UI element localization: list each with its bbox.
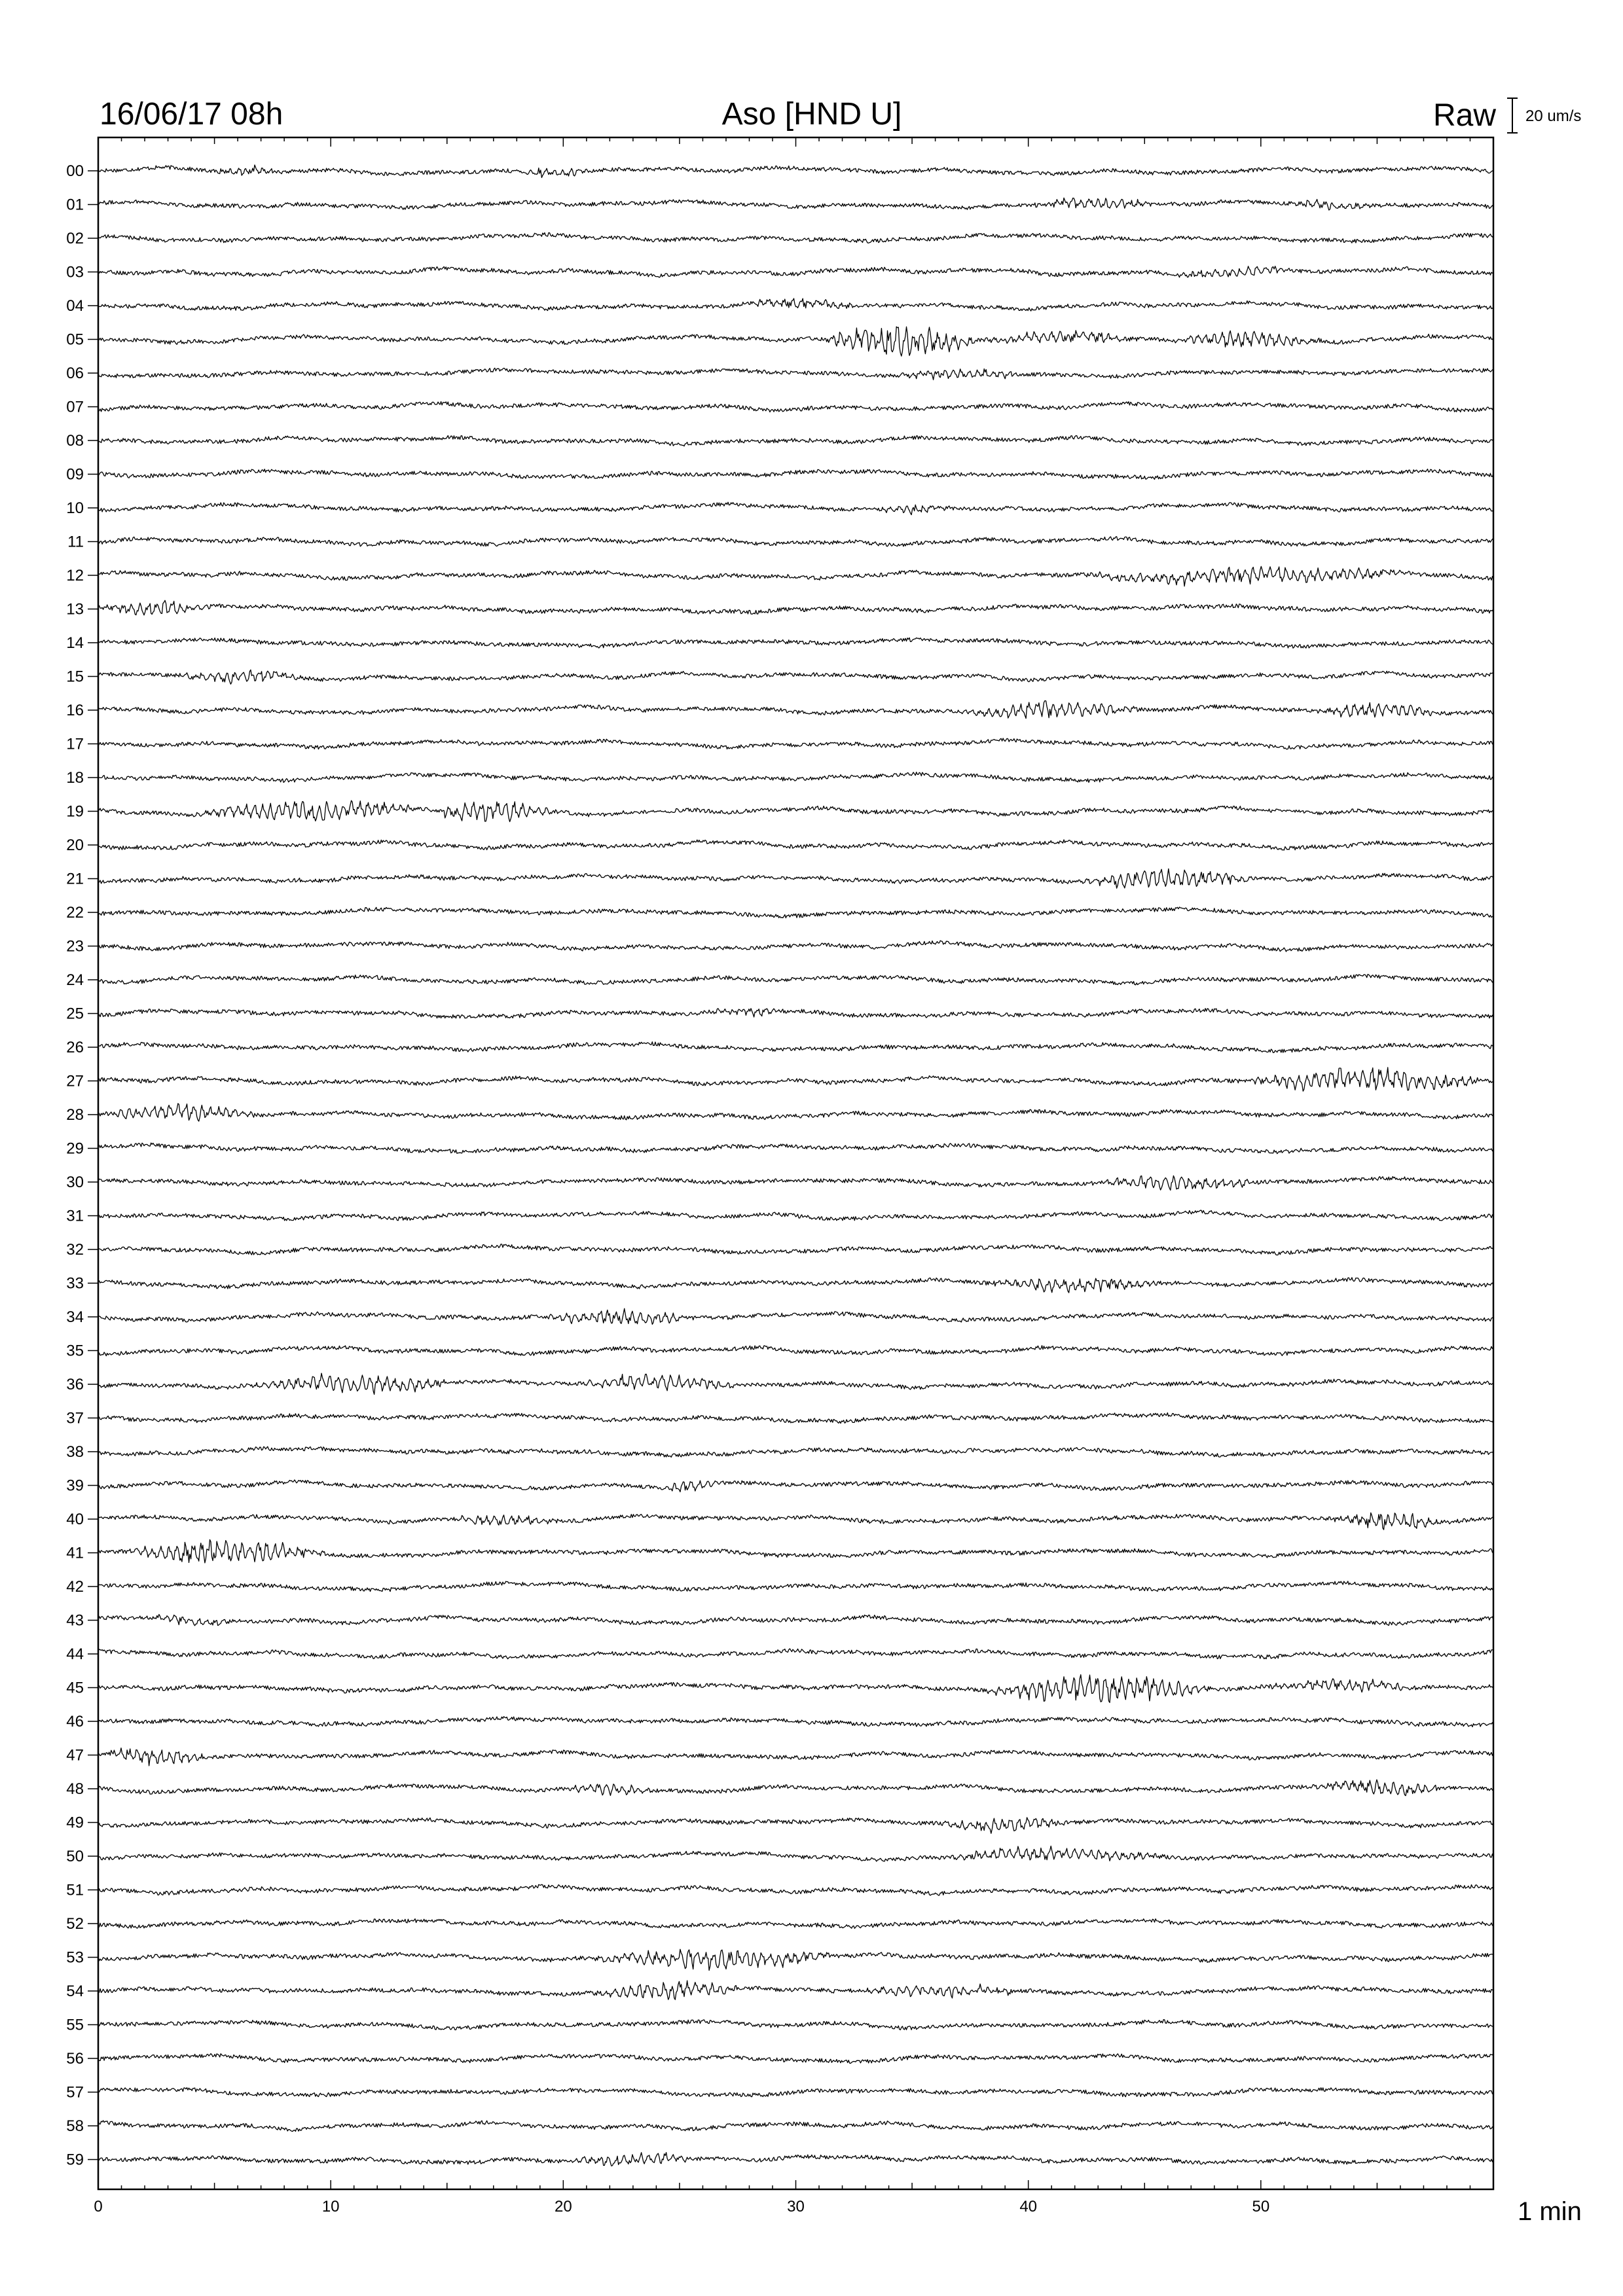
trace-line bbox=[98, 2121, 1493, 2132]
date-label: 16/06/17 08h bbox=[100, 97, 283, 132]
trace-line bbox=[98, 907, 1493, 918]
trace-line bbox=[98, 670, 1493, 684]
row-label: 43 bbox=[66, 1611, 84, 1630]
trace-line bbox=[98, 1919, 1493, 1929]
trace-line bbox=[98, 1818, 1493, 1833]
trace-line bbox=[98, 1846, 1493, 1861]
trace-line bbox=[98, 1649, 1493, 1659]
trace-line bbox=[98, 800, 1493, 821]
scale-bar-label: 20 um/s bbox=[1525, 107, 1582, 125]
row-label: 11 bbox=[67, 533, 84, 551]
row-label: 58 bbox=[66, 2117, 84, 2135]
trace-line bbox=[98, 2020, 1493, 2030]
x-tick-label: 10 bbox=[321, 2198, 340, 2215]
row-label: 21 bbox=[66, 870, 84, 888]
chart-title: Aso [HND U] bbox=[721, 97, 902, 132]
trace-line bbox=[98, 840, 1493, 850]
row-label: 00 bbox=[66, 162, 84, 180]
row-label: 05 bbox=[66, 331, 84, 349]
trace-line bbox=[98, 869, 1493, 888]
row-label: 24 bbox=[66, 971, 84, 989]
trace-line bbox=[98, 2088, 1493, 2097]
trace-line bbox=[98, 1067, 1493, 1091]
trace-line bbox=[98, 1480, 1493, 1492]
row-label: 04 bbox=[66, 297, 84, 315]
trace-line bbox=[98, 1244, 1493, 1255]
row-label: 14 bbox=[66, 634, 84, 652]
trace-line bbox=[98, 1949, 1493, 1970]
row-label: 39 bbox=[66, 1477, 84, 1495]
trace-line bbox=[98, 368, 1493, 380]
trace-line bbox=[98, 502, 1493, 514]
row-label: 49 bbox=[66, 1814, 84, 1832]
row-label: 59 bbox=[66, 2151, 84, 2169]
row-label: 18 bbox=[66, 769, 84, 787]
x-axis-unit-label: 1 min bbox=[1518, 2197, 1582, 2226]
row-label: 37 bbox=[66, 1409, 84, 1427]
row-label: 17 bbox=[66, 735, 84, 753]
row-label: 22 bbox=[66, 904, 84, 922]
row-label: 23 bbox=[66, 937, 84, 956]
row-label: 52 bbox=[66, 1915, 84, 1933]
trace-line bbox=[98, 1413, 1493, 1424]
mode-label: Raw bbox=[1432, 98, 1496, 133]
trace-line bbox=[98, 165, 1493, 177]
trace-line bbox=[98, 1539, 1493, 1563]
row-label: 51 bbox=[66, 1881, 84, 1899]
row-label: 53 bbox=[66, 1948, 84, 1967]
trace-line bbox=[98, 1717, 1493, 1727]
row-label: 30 bbox=[66, 1174, 84, 1191]
row-label: 48 bbox=[66, 1780, 84, 1798]
row-label: 54 bbox=[66, 1982, 84, 2000]
trace-line bbox=[98, 975, 1493, 985]
trace-line bbox=[98, 1373, 1493, 1394]
trace-line bbox=[98, 701, 1493, 719]
row-label: 19 bbox=[66, 802, 84, 821]
trace-line bbox=[98, 2153, 1493, 2166]
row-label: 25 bbox=[66, 1005, 84, 1023]
row-label: 01 bbox=[66, 196, 84, 214]
trace-line bbox=[98, 402, 1493, 412]
row-label: 32 bbox=[66, 1241, 84, 1259]
trace-line bbox=[98, 600, 1493, 615]
trace-line bbox=[98, 198, 1493, 210]
trace-line bbox=[98, 566, 1493, 586]
x-tick-label: 50 bbox=[1252, 2198, 1270, 2215]
row-label: 13 bbox=[66, 600, 84, 619]
trace-line bbox=[98, 1175, 1493, 1190]
row-label: 57 bbox=[66, 2083, 84, 2102]
row-label: 44 bbox=[66, 1645, 84, 1663]
row-label: 47 bbox=[66, 1746, 84, 1765]
row-label: 16 bbox=[66, 702, 84, 719]
trace-line bbox=[98, 1780, 1493, 1796]
row-label: 46 bbox=[66, 1713, 84, 1731]
row-label: 08 bbox=[66, 432, 84, 450]
trace-line bbox=[98, 436, 1493, 446]
trace-line bbox=[98, 298, 1493, 311]
trace-line bbox=[98, 266, 1493, 278]
trace-line bbox=[98, 738, 1493, 749]
row-label: 56 bbox=[66, 2050, 84, 2068]
trace-line bbox=[98, 1042, 1493, 1053]
row-label: 28 bbox=[66, 1106, 84, 1124]
trace-line bbox=[98, 941, 1493, 952]
trace-line bbox=[98, 1884, 1493, 1895]
row-label: 50 bbox=[66, 1848, 84, 1865]
x-tick-label: 40 bbox=[1019, 2198, 1038, 2215]
row-label: 33 bbox=[66, 1274, 84, 1293]
x-tick-label-group bbox=[94, 2198, 1269, 2215]
row-label: 03 bbox=[66, 263, 84, 281]
trace-line bbox=[98, 1513, 1493, 1530]
row-label: 06 bbox=[66, 365, 84, 382]
trace-line bbox=[98, 1675, 1493, 1703]
trace-line bbox=[98, 1210, 1493, 1221]
trace-line bbox=[98, 1143, 1493, 1154]
trace-line bbox=[98, 1308, 1493, 1324]
row-label: 27 bbox=[66, 1072, 84, 1090]
row-label: 31 bbox=[66, 1207, 84, 1225]
trace-line bbox=[98, 1615, 1493, 1626]
trace-group bbox=[98, 165, 1493, 2166]
trace-line bbox=[98, 537, 1493, 547]
row-label: 10 bbox=[66, 499, 84, 517]
row-label: 45 bbox=[66, 1679, 84, 1697]
row-label: 12 bbox=[66, 567, 84, 584]
trace-line bbox=[98, 2054, 1493, 2064]
x-tick-label: 20 bbox=[554, 2198, 572, 2215]
trace-line bbox=[98, 772, 1493, 783]
row-label: 42 bbox=[66, 1578, 84, 1596]
row-label-group bbox=[66, 162, 98, 2169]
trace-line bbox=[98, 1446, 1493, 1457]
trace-line bbox=[98, 469, 1493, 480]
row-label: 26 bbox=[66, 1039, 84, 1056]
trace-line bbox=[98, 1748, 1493, 1766]
row-label: 35 bbox=[66, 1342, 84, 1360]
trace-line bbox=[98, 637, 1493, 648]
plot-frame bbox=[98, 137, 1493, 2189]
row-label: 55 bbox=[66, 2016, 84, 2034]
row-label: 02 bbox=[66, 230, 84, 247]
trace-line bbox=[98, 233, 1493, 243]
row-label: 38 bbox=[66, 1443, 84, 1461]
row-label: 29 bbox=[66, 1139, 84, 1158]
trace-line bbox=[98, 1009, 1493, 1018]
row-label: 20 bbox=[66, 836, 84, 854]
row-label: 09 bbox=[66, 465, 84, 484]
row-label: 40 bbox=[66, 1511, 84, 1528]
row-label: 41 bbox=[66, 1544, 84, 1562]
trace-line bbox=[98, 1103, 1493, 1121]
row-label: 34 bbox=[66, 1308, 84, 1326]
trace-line bbox=[98, 1981, 1493, 2000]
x-tick-label: 30 bbox=[787, 2198, 805, 2215]
row-label: 07 bbox=[66, 398, 84, 416]
trace-line bbox=[98, 1581, 1493, 1592]
x-tick-label: 0 bbox=[94, 2198, 103, 2215]
trace-line bbox=[98, 1278, 1493, 1293]
scale-bar bbox=[1507, 98, 1518, 133]
row-label: 36 bbox=[66, 1376, 84, 1393]
axis-ticks bbox=[98, 137, 1493, 2189]
row-label: 15 bbox=[66, 668, 84, 686]
trace-line bbox=[98, 1346, 1493, 1356]
trace-line bbox=[98, 327, 1493, 356]
